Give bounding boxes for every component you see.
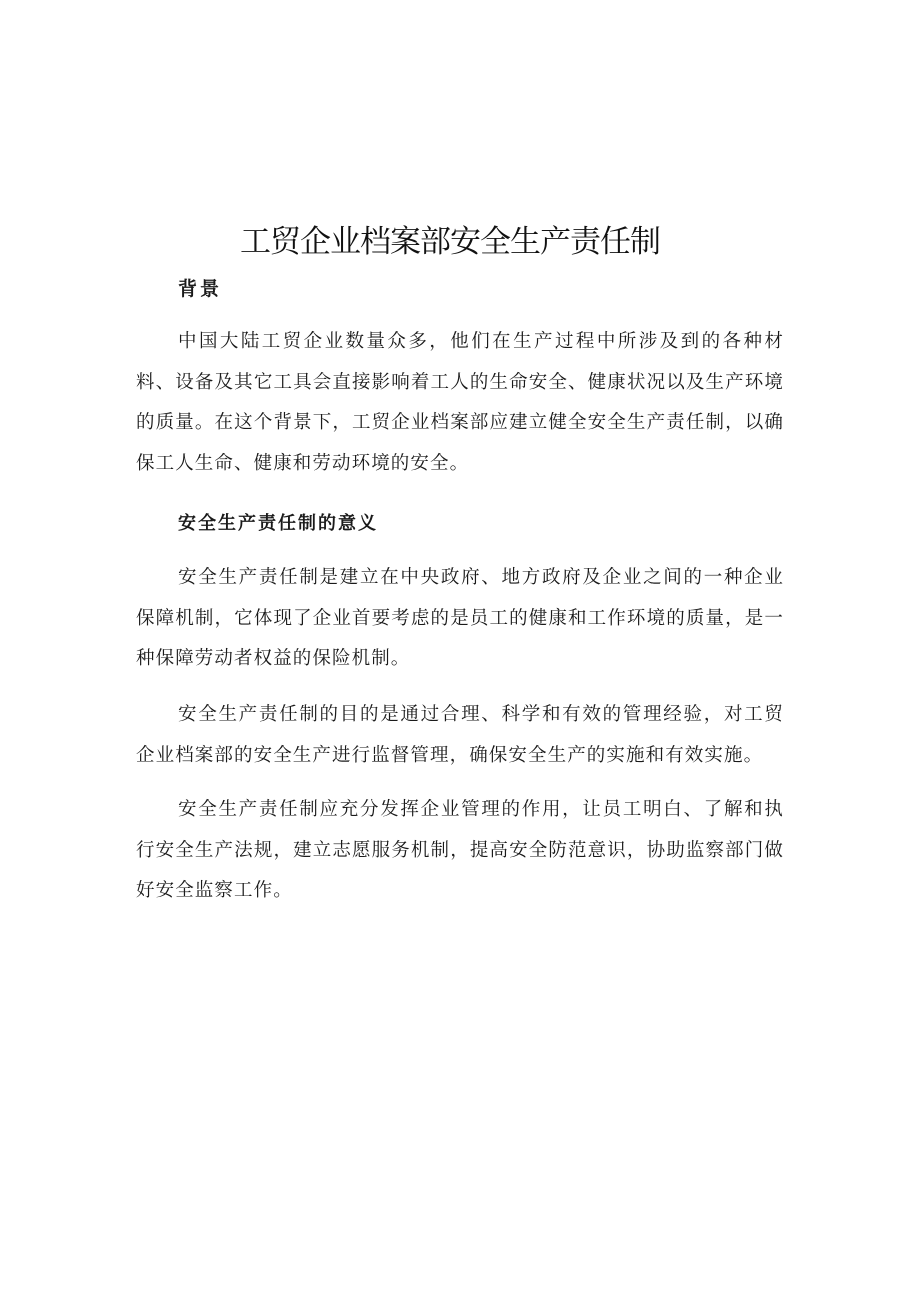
document-title: 工贸企业档案部安全生产责任制 bbox=[240, 224, 660, 260]
paragraph-meaning-1: 安全生产责任制是建立在中央政府、地方政府及企业之间的一种企业保障机制，它体现了企业首要考虑的是员工的健康和工作环境的质量，是一种保障劳动者权益的保险机制。 bbox=[136, 567, 784, 669]
section-heading-background: 背景 bbox=[178, 278, 223, 300]
section-heading-meaning: 安全生产责任制的意义 bbox=[178, 513, 378, 534]
paragraph-background: 中国大陆工贸企业数量众多，他们在生产过程中所涉及到的各种材料、设备及其它工具会直接影响着工人的生命安全、健康状况以及生产环境的质量。在这个背景下，工贸企业档案部应建立健全安全生产责任制，以确保工人生命、健康和劳动环境的安全。 bbox=[136, 331, 784, 474]
paragraph-meaning-3: 安全生产责任制应充分发挥企业管理的作用，让员工明白、了解和执行安全生产法规，建立志愿服务机制，提高安全防范意识，协助监察部门做好安全监察工作。 bbox=[136, 799, 784, 901]
paragraph-meaning-2: 安全生产责任制的目的是通过合理、科学和有效的管理经验，对工贸企业档案部的安全生产进行监督管理，确保安全生产的实施和有效实施。 bbox=[136, 704, 784, 766]
